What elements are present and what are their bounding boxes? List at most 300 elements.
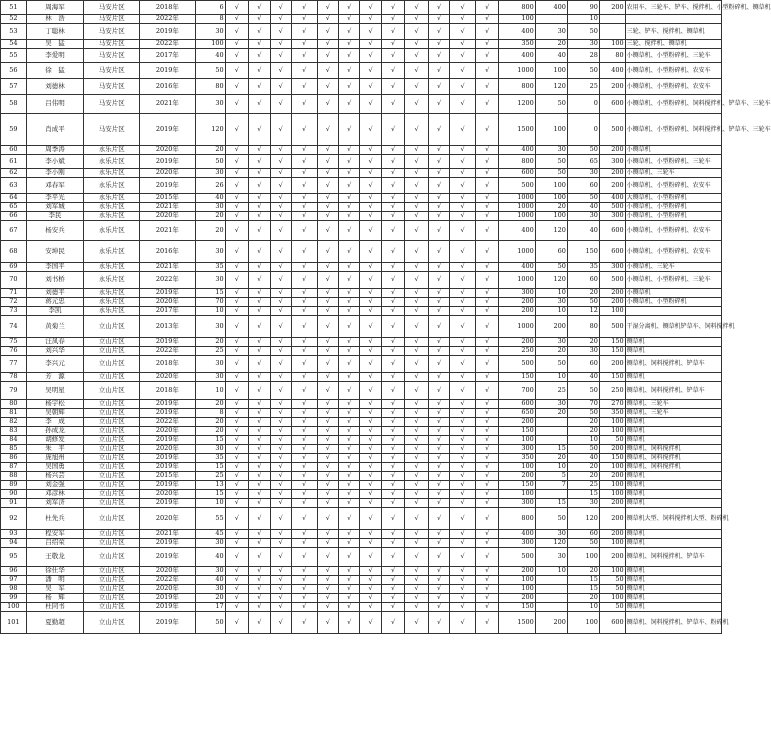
count-cell: 35 (195, 263, 225, 272)
row-number-cell: 59 (1, 114, 27, 146)
check-cell: √ (338, 499, 359, 508)
check-cell: √ (249, 567, 270, 576)
area-cell: 立山片区 (84, 400, 140, 409)
check-cell: √ (475, 114, 499, 146)
name-cell: 林 浩 (26, 15, 84, 24)
check-cell: √ (381, 40, 405, 49)
count-cell: 30 (195, 445, 225, 454)
year-cell: 2021年 (140, 263, 196, 272)
check-cell: √ (428, 24, 449, 40)
count-cell: 15 (195, 490, 225, 499)
value-cell: 5 (535, 472, 567, 481)
value-cell: 100 (499, 585, 535, 594)
row-number-cell: 79 (1, 382, 27, 400)
check-cell: √ (338, 530, 359, 539)
value-cell: 100 (599, 567, 625, 576)
year-cell: 2020年 (140, 169, 196, 178)
row-number-cell: 85 (1, 445, 27, 454)
table-row (1, 79, 722, 95)
check-cell: √ (249, 95, 270, 114)
check-cell: √ (405, 49, 429, 63)
check-cell: √ (225, 263, 249, 272)
check-cell: √ (381, 1, 405, 15)
year-cell: 2016年 (140, 79, 196, 95)
area-cell: 立山片区 (84, 436, 140, 445)
check-cell: √ (475, 539, 499, 548)
check-cell: √ (405, 427, 429, 436)
check-cell: √ (450, 454, 476, 463)
count-cell: 50 (195, 155, 225, 169)
value-cell: 300 (499, 539, 535, 548)
row-number-cell: 91 (1, 499, 27, 508)
check-cell: √ (270, 409, 291, 418)
check-cell: √ (225, 409, 249, 418)
check-cell: √ (270, 356, 291, 373)
check-cell: √ (428, 548, 449, 567)
check-cell: √ (405, 221, 429, 241)
check-cell: √ (405, 567, 429, 576)
check-cell: √ (475, 298, 499, 307)
check-cell: √ (225, 481, 249, 490)
equipment-note-cell: 铡草机、饲料搅拌机 (625, 463, 721, 472)
year-cell: 2020年 (140, 212, 196, 221)
check-cell: √ (249, 548, 270, 567)
equipment-note-cell: 铡草机 (625, 338, 721, 347)
check-cell: √ (450, 40, 476, 49)
check-cell: √ (450, 289, 476, 298)
check-cell: √ (475, 63, 499, 79)
value-cell: 200 (499, 472, 535, 481)
value-cell: 100 (499, 463, 535, 472)
value-cell: 300 (599, 263, 625, 272)
check-cell: √ (225, 63, 249, 79)
check-cell: √ (381, 481, 405, 490)
value-cell: 10 (535, 567, 567, 576)
area-cell: 永乐片区 (84, 307, 140, 316)
check-cell: √ (249, 169, 270, 178)
row-number-cell: 78 (1, 373, 27, 382)
equipment-note-cell: 小铡草机、小型粉碎机 (625, 203, 721, 212)
check-cell: √ (225, 539, 249, 548)
area-cell: 永乐片区 (84, 241, 140, 263)
check-cell: √ (381, 539, 405, 548)
row-number-cell: 69 (1, 263, 27, 272)
check-cell: √ (428, 409, 449, 418)
check-cell: √ (381, 347, 405, 356)
value-cell: 100 (599, 594, 625, 603)
check-cell: √ (317, 40, 338, 49)
value-cell: 200 (499, 594, 535, 603)
check-cell: √ (360, 24, 381, 40)
check-cell: √ (249, 1, 270, 15)
year-cell: 2018年 (140, 382, 196, 400)
check-cell: √ (291, 316, 317, 338)
area-cell: 立山片区 (84, 463, 140, 472)
value-cell: 270 (599, 400, 625, 409)
check-cell: √ (428, 194, 449, 203)
check-cell: √ (381, 356, 405, 373)
check-cell: √ (291, 508, 317, 530)
value-cell: 100 (535, 178, 567, 194)
row-number-cell: 52 (1, 15, 27, 24)
value-cell: 0 (567, 95, 599, 114)
value-cell: 40 (567, 203, 599, 212)
value-cell: 30 (567, 347, 599, 356)
row-number-cell: 92 (1, 508, 27, 530)
check-cell: √ (360, 212, 381, 221)
check-cell: √ (270, 472, 291, 481)
check-cell: √ (317, 530, 338, 539)
value-cell: 120 (535, 221, 567, 241)
check-cell: √ (450, 499, 476, 508)
row-number-cell: 55 (1, 49, 27, 63)
area-cell: 立山片区 (84, 454, 140, 463)
table-row (1, 603, 722, 612)
check-cell: √ (270, 178, 291, 194)
check-cell: √ (225, 548, 249, 567)
check-cell: √ (291, 481, 317, 490)
name-cell: 李兴元 (26, 356, 84, 373)
check-cell: √ (381, 15, 405, 24)
year-cell: 2022年 (140, 347, 196, 356)
count-cell: 40 (195, 548, 225, 567)
name-cell: 刘德平 (26, 289, 84, 298)
check-cell: √ (225, 178, 249, 194)
check-cell: √ (450, 203, 476, 212)
check-cell: √ (317, 436, 338, 445)
year-cell: 2022年 (140, 418, 196, 427)
check-cell: √ (249, 24, 270, 40)
check-cell: √ (360, 548, 381, 567)
value-cell: 100 (599, 490, 625, 499)
name-cell: 刘德林 (26, 79, 84, 95)
count-cell: 30 (195, 272, 225, 289)
area-cell: 永乐片区 (84, 221, 140, 241)
check-cell: √ (317, 316, 338, 338)
count-cell: 15 (195, 289, 225, 298)
check-cell: √ (428, 463, 449, 472)
row-number-cell: 68 (1, 241, 27, 263)
check-cell: √ (428, 576, 449, 585)
check-cell: √ (317, 427, 338, 436)
check-cell: √ (317, 585, 338, 594)
check-cell: √ (270, 95, 291, 114)
check-cell: √ (405, 490, 429, 499)
table-row (1, 316, 722, 338)
check-cell: √ (249, 594, 270, 603)
check-cell: √ (475, 307, 499, 316)
check-cell: √ (249, 221, 270, 241)
area-cell: 立山片区 (84, 481, 140, 490)
name-cell: 李爱明 (26, 49, 84, 63)
value-cell: 25 (567, 79, 599, 95)
check-cell: √ (317, 347, 338, 356)
count-cell: 20 (195, 418, 225, 427)
table-row (1, 114, 722, 146)
equipment-note-cell (625, 15, 721, 24)
check-cell: √ (450, 347, 476, 356)
check-cell: √ (405, 373, 429, 382)
equipment-note-cell: 铡草机 (625, 576, 721, 585)
check-cell: √ (338, 472, 359, 481)
equipment-note-cell: 小铡草机 (625, 146, 721, 155)
value-cell: 50 (567, 409, 599, 418)
check-cell: √ (249, 356, 270, 373)
value-cell: 100 (599, 40, 625, 49)
value-cell: 150 (599, 373, 625, 382)
check-cell: √ (291, 114, 317, 146)
check-cell: √ (428, 63, 449, 79)
check-cell: √ (405, 356, 429, 373)
value-cell: 120 (567, 508, 599, 530)
value-cell: 1500 (499, 114, 535, 146)
table-row (1, 146, 722, 155)
check-cell: √ (475, 463, 499, 472)
check-cell: √ (338, 338, 359, 347)
check-cell: √ (291, 63, 317, 79)
value-cell: 12 (567, 307, 599, 316)
check-cell: √ (291, 79, 317, 95)
check-cell: √ (381, 530, 405, 539)
count-cell: 10 (195, 499, 225, 508)
value-cell: 25 (535, 382, 567, 400)
value-cell: 20 (535, 40, 567, 49)
area-cell: 马安片区 (84, 24, 140, 40)
equipment-note-cell: 铡草机 (625, 567, 721, 576)
check-cell: √ (428, 594, 449, 603)
check-cell: √ (450, 356, 476, 373)
check-cell: √ (317, 508, 338, 530)
value-cell: 200 (535, 612, 567, 634)
row-number-cell: 71 (1, 289, 27, 298)
check-cell: √ (270, 445, 291, 454)
check-cell: √ (249, 49, 270, 63)
name-cell: 朱 平 (26, 445, 84, 454)
check-cell: √ (360, 316, 381, 338)
check-cell: √ (405, 499, 429, 508)
table-row (1, 307, 722, 316)
value-cell: 20 (567, 289, 599, 298)
check-cell: √ (225, 289, 249, 298)
check-cell: √ (360, 178, 381, 194)
check-cell: √ (428, 298, 449, 307)
check-cell: √ (428, 454, 449, 463)
row-number-cell: 61 (1, 155, 27, 169)
equipment-note-cell: 干湿分离机、铡草机铲草车、饲料搅拌机 (625, 316, 721, 338)
table-row (1, 612, 722, 634)
value-cell: 15 (567, 576, 599, 585)
check-cell: √ (360, 95, 381, 114)
name-cell: 杜同书 (26, 603, 84, 612)
check-cell: √ (249, 530, 270, 539)
check-cell: √ (475, 576, 499, 585)
check-cell: √ (270, 298, 291, 307)
check-cell: √ (270, 155, 291, 169)
value-cell: 60 (535, 241, 567, 263)
check-cell: √ (317, 445, 338, 454)
check-cell: √ (405, 194, 429, 203)
name-cell: 丁聪林 (26, 24, 84, 40)
check-cell: √ (270, 40, 291, 49)
area-cell: 立山片区 (84, 347, 140, 356)
check-cell: √ (381, 603, 405, 612)
check-cell: √ (291, 203, 317, 212)
value-cell: 300 (499, 289, 535, 298)
check-cell: √ (381, 499, 405, 508)
check-cell: √ (270, 221, 291, 241)
check-cell: √ (428, 418, 449, 427)
value-cell: 80 (599, 49, 625, 63)
check-cell: √ (475, 40, 499, 49)
check-cell: √ (249, 382, 270, 400)
check-cell: √ (338, 24, 359, 40)
equipment-note-cell: 小铡草机、小型粉碎机、农安车 (625, 241, 721, 263)
check-cell: √ (360, 241, 381, 263)
check-cell: √ (381, 382, 405, 400)
check-cell: √ (317, 155, 338, 169)
value-cell: 90 (567, 1, 599, 15)
check-cell: √ (270, 382, 291, 400)
row-number-cell: 88 (1, 472, 27, 481)
value-cell: 30 (567, 212, 599, 221)
check-cell: √ (428, 481, 449, 490)
count-cell: 50 (195, 63, 225, 79)
value-cell: 200 (599, 508, 625, 530)
check-cell: √ (450, 49, 476, 63)
row-number-cell: 65 (1, 203, 27, 212)
equipment-note-cell: 铡草机、饲料搅拌机、铲草车 (625, 548, 721, 567)
value-cell: 50 (535, 356, 567, 373)
check-cell: √ (338, 463, 359, 472)
value-cell: 200 (599, 169, 625, 178)
check-cell: √ (291, 594, 317, 603)
check-cell: √ (270, 289, 291, 298)
check-cell: √ (381, 241, 405, 263)
check-cell: √ (360, 15, 381, 24)
check-cell: √ (405, 594, 429, 603)
year-cell: 2019年 (140, 499, 196, 508)
check-cell: √ (475, 530, 499, 539)
check-cell: √ (360, 490, 381, 499)
check-cell: √ (381, 338, 405, 347)
check-cell: √ (450, 472, 476, 481)
check-cell: √ (381, 436, 405, 445)
check-cell: √ (338, 114, 359, 146)
count-cell: 120 (195, 114, 225, 146)
year-cell: 2019年 (140, 24, 196, 40)
check-cell: √ (291, 307, 317, 316)
area-cell: 立山片区 (84, 508, 140, 530)
value-cell: 200 (599, 499, 625, 508)
check-cell: √ (360, 289, 381, 298)
check-cell: √ (405, 463, 429, 472)
value-cell: 200 (599, 548, 625, 567)
check-cell: √ (450, 1, 476, 15)
value-cell: 20 (567, 418, 599, 427)
check-cell: √ (450, 418, 476, 427)
equipment-note-cell: 铡草机、饲料搅拌机 (625, 445, 721, 454)
check-cell: √ (225, 356, 249, 373)
check-cell: √ (338, 612, 359, 634)
check-cell: √ (475, 241, 499, 263)
check-cell: √ (475, 15, 499, 24)
check-cell: √ (360, 612, 381, 634)
count-cell: 8 (195, 409, 225, 418)
check-cell: √ (428, 603, 449, 612)
row-number-cell: 99 (1, 594, 27, 603)
area-cell: 立山片区 (84, 594, 140, 603)
equipment-note-cell: 小铡草机、小型粉碎机、饲料搅拌机、铲草车、三轮车 (625, 114, 721, 146)
check-cell: √ (317, 212, 338, 221)
check-cell: √ (428, 530, 449, 539)
value-cell: 7 (535, 481, 567, 490)
check-cell: √ (338, 567, 359, 576)
value-cell: 20 (535, 409, 567, 418)
check-cell: √ (428, 585, 449, 594)
year-cell: 2020年 (140, 373, 196, 382)
check-cell: √ (360, 63, 381, 79)
check-cell: √ (225, 490, 249, 499)
check-cell: √ (475, 585, 499, 594)
check-cell: √ (338, 63, 359, 79)
check-cell: √ (475, 490, 499, 499)
value-cell: 60 (567, 178, 599, 194)
check-cell: √ (360, 409, 381, 418)
check-cell: √ (360, 155, 381, 169)
value-cell: 200 (599, 445, 625, 454)
check-cell: √ (360, 481, 381, 490)
value-cell: 350 (499, 454, 535, 463)
check-cell: √ (428, 79, 449, 95)
value-cell: 400 (499, 24, 535, 40)
value-cell (599, 24, 625, 40)
check-cell: √ (450, 272, 476, 289)
check-cell: √ (270, 15, 291, 24)
name-cell: 吕伟明 (26, 95, 84, 114)
check-cell: √ (428, 338, 449, 347)
name-cell: 吕绍荣 (26, 539, 84, 548)
check-cell: √ (338, 194, 359, 203)
check-cell: √ (381, 454, 405, 463)
check-cell: √ (381, 612, 405, 634)
check-cell: √ (405, 409, 429, 418)
name-cell: 周海军 (26, 1, 84, 15)
check-cell: √ (338, 548, 359, 567)
equipment-note-cell: 农用车、三轮车、铲车、搅拌机、小型粉碎机、铡草机 (625, 1, 721, 15)
check-cell: √ (428, 221, 449, 241)
row-number-cell: 57 (1, 79, 27, 95)
name-cell: 吴 军 (26, 585, 84, 594)
value-cell: 100 (499, 490, 535, 499)
check-cell: √ (317, 409, 338, 418)
value-cell: 150 (499, 373, 535, 382)
table-row (1, 40, 722, 49)
name-cell: 安坤民 (26, 241, 84, 263)
check-cell: √ (475, 445, 499, 454)
value-cell: 20 (535, 203, 567, 212)
area-cell: 立山片区 (84, 612, 140, 634)
check-cell: √ (450, 307, 476, 316)
check-cell: √ (381, 490, 405, 499)
check-cell: √ (291, 40, 317, 49)
name-cell: 徐 猛 (26, 63, 84, 79)
table-row (1, 95, 722, 114)
equipment-note-cell: 铡草机 (625, 418, 721, 427)
check-cell: √ (317, 576, 338, 585)
count-cell: 10 (195, 382, 225, 400)
value-cell: 200 (499, 307, 535, 316)
check-cell: √ (381, 212, 405, 221)
